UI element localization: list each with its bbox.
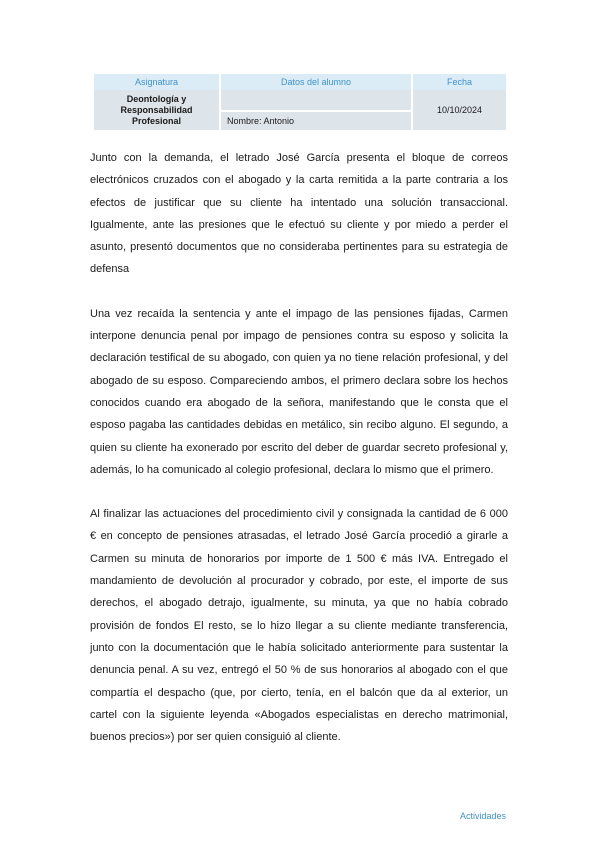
header-date: Fecha xyxy=(412,74,506,90)
student-name: Nombre: Antonio xyxy=(227,116,295,126)
header-student-data: Datos del alumno xyxy=(220,74,412,90)
student-cell xyxy=(220,90,412,130)
data-row xyxy=(94,90,506,130)
header-table xyxy=(94,74,506,130)
student-blank-line xyxy=(221,90,411,112)
paragraph-2: Una vez recaída la sentencia y ante el impago de las pensiones fijadas, Carmen interpone denuncia penal por impago de pensiones contra su esposo y solicita la declaración testifical de su abogado, con quien ya no tiene relación profesional, y del abogado de su esposo. Compareciendo ambos, el primero declara sobre los hechos conocidos cuando era abogado de la señora, manifestando que le consta que el esposo pagaba las cantidades debidas en metálico, sin recibo alguno. El segundo, a quien su cliente ha exonerado por escrito del deber de guardar secreto profesional y, además, lo ha comunicado al colegio profesional, declara lo mismo que el primero. xyxy=(90,307,508,476)
header-row xyxy=(94,74,506,90)
header-subject: Asignatura xyxy=(94,74,220,90)
date-cell: 10/10/2024 xyxy=(412,90,506,130)
paragraph-1: Junto con la demanda, el letrado José García presenta el bloque de correos electrónicos cruzados con el abogado y la carta remitida a la parte contraria a los efectos de justificar que su cliente ha intentado una solución transaccional. Igualmente, ante las presiones que le efectuó su cliente y por miedo a perder el asunto, presentó documentos que no consideraba pertinentes para su estrategia de defensa xyxy=(90,152,508,276)
footer-label: Actividades xyxy=(459,811,506,821)
body-text xyxy=(90,147,508,770)
paragraph-3: Al finalizar las actuaciones del procedimiento civil y consignada la cantidad de 6 000 € en concepto de pensiones atrasadas, el letrado José García procedió a girarle a Carmen su minuta de honorarios por importe de 1 500 € más IVA. Entregado el mandamiento de devolución al procurador y cobrado, por este, el importe de sus derechos, el abogado detrajo, igualmente, su minuta, ya que no había cobrado provisión de fondos El resto, se lo hizo llegar a su cliente mediante transferencia, junto con la documentación que le había solicitado anteriormente para sustentar la denuncia penal. A su vez, entregó el 50 % de sus honorarios al abogado con el que compartía el despacho (que, por cierto, tenía, en el balcón que da al exterior, un cartel con la siguiente leyenda «Abogados especialistas en derecho matrimonial, buenos precios») por ser quien consiguió al cliente. xyxy=(90,508,508,744)
subject-cell: Deontología y Responsabilidad Profesional xyxy=(94,90,220,130)
